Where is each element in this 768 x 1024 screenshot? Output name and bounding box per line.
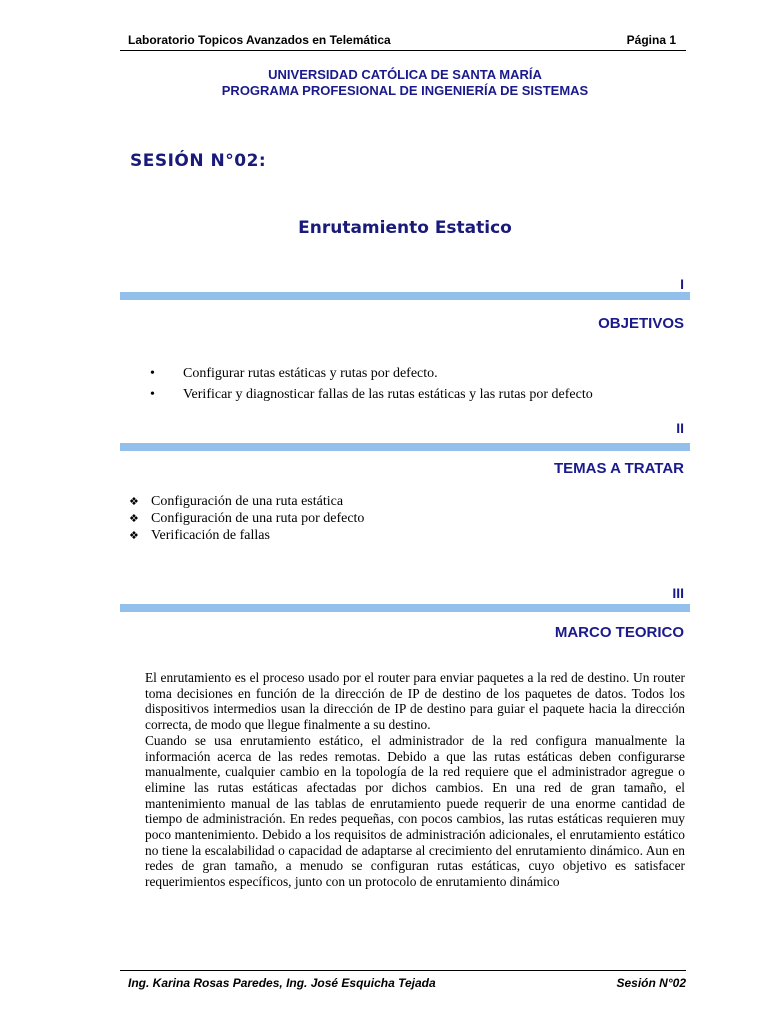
list-item <box>129 527 364 544</box>
page-header <box>120 32 676 50</box>
list-item-text: Configuración de una ruta estática <box>151 494 344 509</box>
footer-authors: Ing. Karina Rosas Paredes, Ing. José Esquicha Tejada <box>128 976 436 990</box>
section-number: III <box>672 585 684 601</box>
list-item-text: Verificación de fallas <box>151 528 270 543</box>
section-number: I <box>680 276 684 292</box>
section-number: II <box>676 420 684 436</box>
footer-rule <box>120 970 686 971</box>
university-name: UNIVERSIDAD CATÓLICA DE SANTA MARÍA <box>268 67 542 82</box>
footer-session: Sesión N°02 <box>616 976 686 990</box>
header-page-number: Página 1 <box>626 33 676 47</box>
theory-body <box>145 670 685 890</box>
list-item-text: Configurar rutas estáticas y rutas por defecto. <box>183 366 438 381</box>
paragraph: Cuando se usa enrutamiento estático, el administrador de la red configura manualmente la información acerca de las redes remotas. Debido a que las rutas estáticas deben configurarse manualmente, cualquier cambio en la topología de la red requiere que el administrador agregue o elimine las rutas estáticas afectadas por dichos cambios. En una red de gran tamaño, el mantenimiento manual de las tablas de enrutamiento puede requerir de una enorme cantidad de tiempo de administración. En redes pequeñas, con pocos cambios, las rutas estáticas requieren muy poco mantenimiento. Debido a los requisitos de administración adicionales, el enrutamiento estático no tiene la escalabilidad o capacidad de adaptarse al crecimiento del enrutamiento dinámico. Aun en redes de gran tamaño, a menudo se configuran rutas estáticas, cuyo objetivo es satisfacer requerimientos específicos, junto con un protocolo de enrutamiento dinámico <box>145 732 685 890</box>
list-item <box>129 493 364 510</box>
diamond-bullet-icon: ❖ <box>129 495 139 508</box>
header-course: Laboratorio Topicos Avanzados en Telemática <box>128 33 391 47</box>
section-bar <box>120 292 690 300</box>
paragraph: El enrutamiento es el proceso usado por el router para enviar paquetes a la red de destino. Un router toma decisiones en función de la dirección de IP de destino de los paquetes de datos. Todos los dispositivos intermedios usan la dirección de IP de destino para guiar el paquete hacia la dirección correcta, de modo que llegue finalmente a su destino. <box>145 670 685 733</box>
diamond-bullet-icon: ❖ <box>129 529 139 542</box>
section-title: MARCO TEORICO <box>554 624 684 641</box>
list-item <box>150 363 593 384</box>
objectives-list <box>150 363 593 405</box>
section-bar <box>120 604 690 612</box>
diamond-bullet-icon: ❖ <box>129 512 139 525</box>
list-item-text: Configuración de una ruta por defecto <box>151 511 365 526</box>
list-item <box>129 510 364 527</box>
section-bar <box>120 443 690 451</box>
session-label: SESIÓN N°02: <box>130 151 267 171</box>
bullet-icon: • <box>150 366 155 381</box>
section-title: TEMAS A TRATAR <box>554 460 684 477</box>
section-title: OBJETIVOS <box>598 315 684 332</box>
document-title: Enrutamiento Estatico <box>298 218 512 238</box>
topics-list <box>129 493 364 544</box>
bullet-icon: • <box>150 387 155 402</box>
page-footer <box>120 975 686 993</box>
program-name: PROGRAMA PROFESIONAL DE INGENIERÍA DE SISTEMAS <box>221 83 589 98</box>
list-item <box>150 384 593 405</box>
header-rule <box>120 50 686 51</box>
list-item-text: Verificar y diagnosticar fallas de las rutas estáticas y las rutas por defecto <box>183 387 593 402</box>
